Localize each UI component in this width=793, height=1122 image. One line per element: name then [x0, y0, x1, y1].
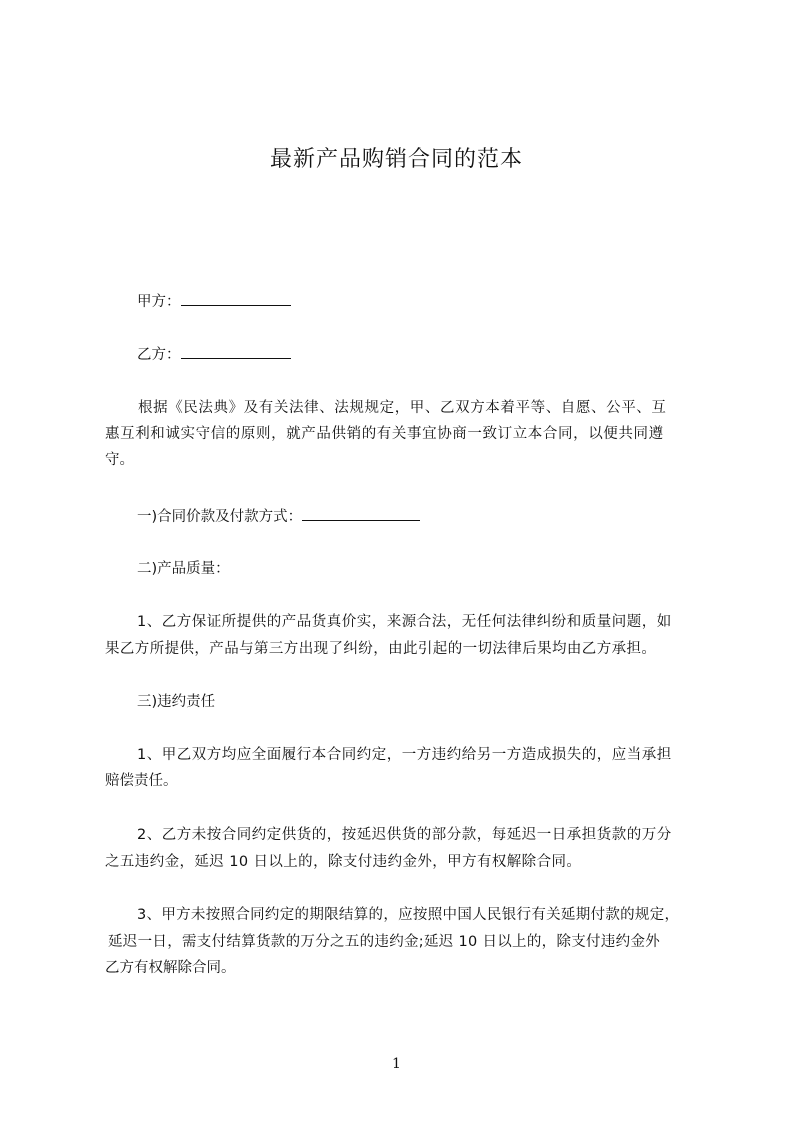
party-b-blank	[181, 344, 291, 359]
intro-line-3: 守。	[105, 452, 134, 468]
section3-item3-line-3: 乙方有权解除合同。	[105, 960, 236, 976]
party-b-line	[137, 344, 291, 365]
section3-item1-line-2: 赔偿责任。	[105, 773, 178, 789]
section2-item1-line-2: 果乙方所提供，产品与第三方出现了纠纷，由此引起的一切法律后果均由乙方承担。	[105, 641, 657, 657]
document-title: 最新产品购销合同的范本	[269, 147, 523, 172]
party-a-label: 甲方：	[137, 294, 181, 310]
intro-line-2: 惠互利和诚实守信的原则，就产品供销的有关事宜协商一致订立本合同，以便共同遵	[105, 426, 664, 442]
section3-heading: 三)违约责任	[137, 694, 216, 710]
section3-item2-line-1: 2、乙方未按合同约定供货的，按延迟供货的部分款，每延迟一日承担货款的万分	[137, 827, 672, 843]
section3-item3-line-1: 3、甲方未按照合同约定的期限结算的，应按照中国人民银行有关延期付款的规定，	[137, 907, 680, 923]
section3-item3-line-2: 延迟一日，需支付结算货款的万分之五的违约金;延迟 10 日以上的，除支付违约金外	[108, 934, 661, 950]
section1-label: 一)合同价款及付款方式：	[137, 509, 303, 525]
party-b-label: 乙方：	[137, 347, 181, 363]
section2-item1-line-1: 1、乙方保证所提供的产品货真价实，来源合法，无任何法律纠纷和质量问题，如	[137, 614, 672, 630]
section1-blank	[302, 506, 420, 521]
party-a-line	[137, 291, 291, 312]
intro-line-1: 根据《民法典》及有关法律、法规规定，甲、乙双方本着平等、自愿、公平、互	[138, 400, 667, 416]
section3-item2-line-2: 之五违约金，延迟 10 日以上的，除支付违约金外，甲方有权解除合同。	[105, 854, 582, 870]
section2-heading: 二)产品质量：	[137, 561, 230, 577]
page-number: 1	[392, 1056, 401, 1072]
section3-item1-line-1: 1、甲乙双方均应全面履行本合同约定，一方违约给另一方造成损失的，应当承担	[137, 747, 672, 763]
section1-line	[137, 506, 420, 527]
party-a-blank	[181, 291, 291, 306]
